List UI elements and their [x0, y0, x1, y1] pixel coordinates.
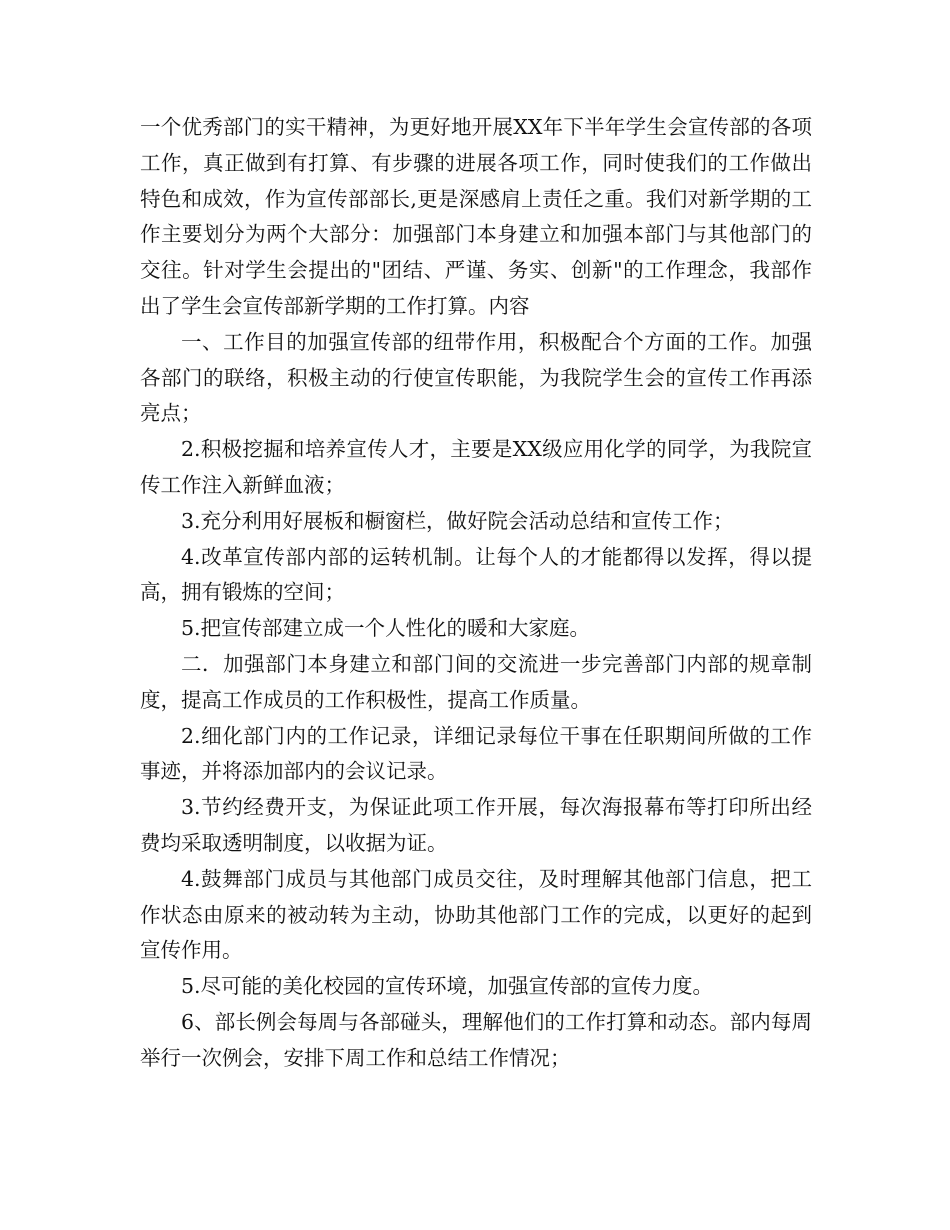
paragraph-intro: 一个优秀部门的实干精神，为更好地开展XX年下半年学生会宣传部的各项工作，真正做到有打算、有步骤的进展各项工作，同时使我们的工作做出特色和成效，作为宣传部部长,更是深感肩上责任之重。我们对新学期的工作主要划分为两个大部分：加强部门本身建立和加强本部门与其他部门的交往。针对学生会提出的"团结、严谨、务实、创新"的工作理念，我部作出了学生会宣传部新学期的工作打算。内容: [140, 115, 812, 318]
paragraph-item: 2.积极挖掘和培养宣传人才，主要是XX级应用化学的同学，为我院宣传工作注入新鲜血液；: [140, 437, 812, 497]
paragraph-item: 5.把宣传部建立成一个人性化的暖和大家庭。: [181, 616, 591, 641]
paragraph-item: 4.鼓舞部门成员与其他部门成员交往，及时理解其他部门信息，把工作状态由原来的被动转为主动，协助其他部门工作的完成，以更好的起到宣传作用。: [140, 866, 812, 963]
paragraph-item: 3.充分利用好展板和橱窗栏，做好院会活动总结和宣传工作；: [181, 508, 734, 533]
paragraph-section-one: 一、工作目的加强宣传部的纽带作用，积极配合个方面的工作。加强各部门的联络，积极主动的行使宣传职能，为我院学生会的宣传工作再添亮点；: [140, 329, 812, 426]
paragraph-section-two: 二．加强部门本身建立和部门间的交流进一步完善部门内部的规章制度，提高工作成员的工作积极性，提高工作质量。: [140, 651, 812, 712]
document-body: [140, 110, 812, 1077]
paragraph-item: 2.细化部门内的工作记录，详细记录每位干事在任职期间所做的工作事迹，并将添加部内的会议记录。: [140, 723, 812, 784]
paragraph-item: 3.节约经费开支，为保证此项工作开展，每次海报幕布等打印所出经费均采取透明制度，以收据为证。: [140, 795, 812, 855]
paragraph-item: 5.尽可能的美化校园的宣传环境，加强宣传部的宣传力度。: [181, 974, 714, 999]
paragraph-item: 6、部长例会每周与各部碰头，理解他们的工作打算和动态。部内每周举行一次例会，安排下周工作和总结工作情况；: [140, 1009, 812, 1070]
paragraph-item: 4.改革宣传部内部的运转机制。让每个人的才能都得以发挥，得以提高，拥有锻炼的空间；: [140, 544, 812, 605]
